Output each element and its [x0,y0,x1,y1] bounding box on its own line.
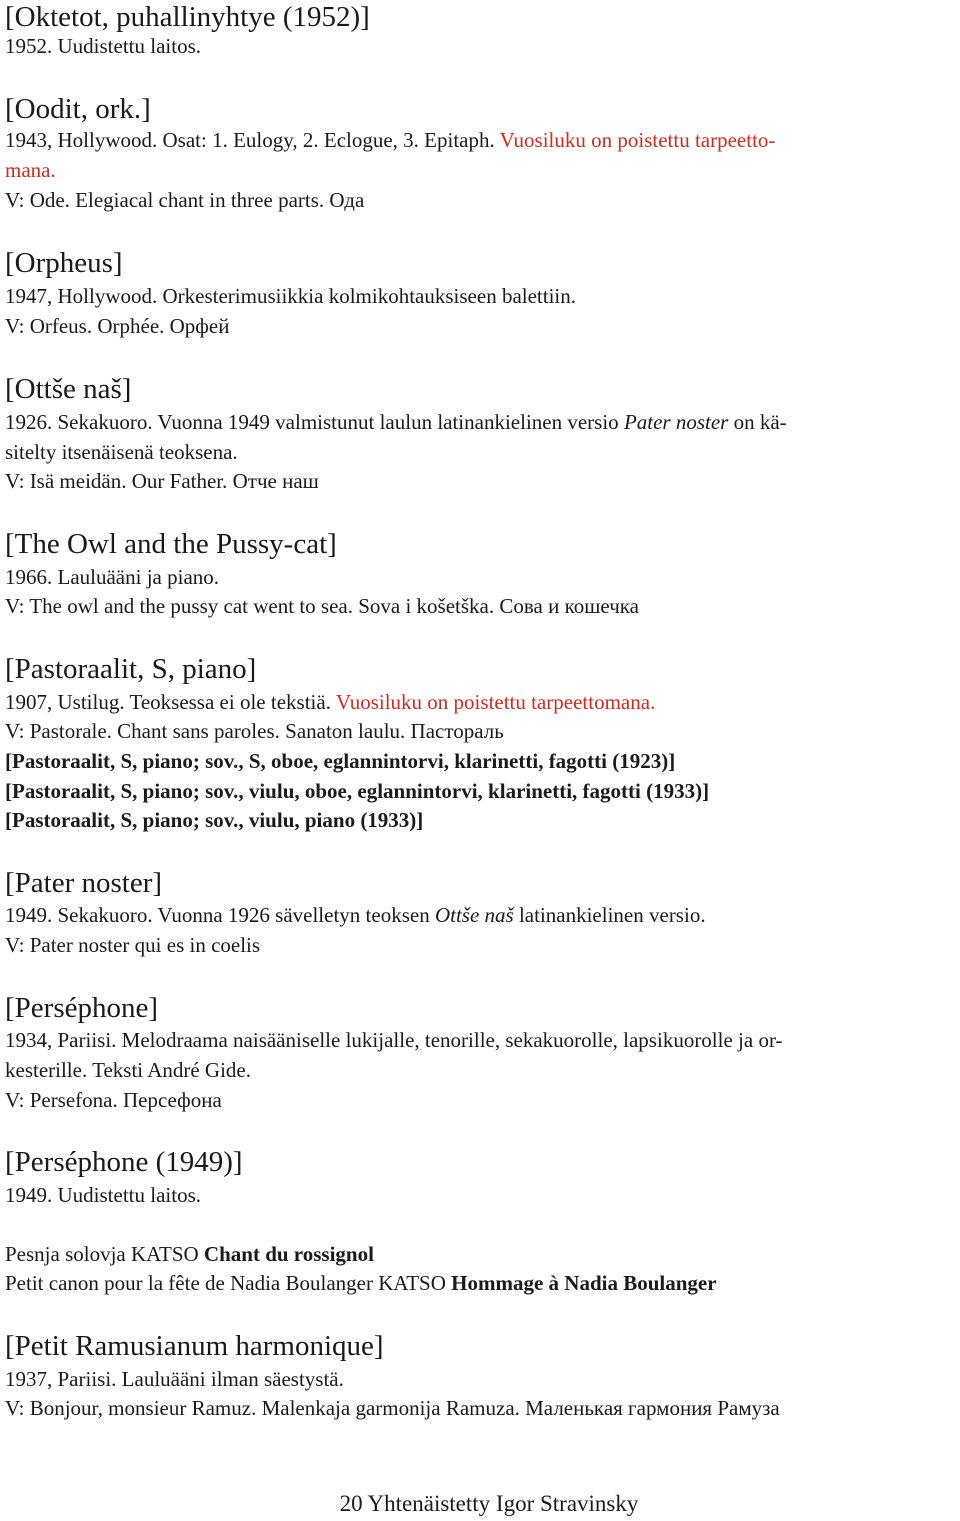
entry-title: [Petit Ramusianum harmonique] [5,1330,384,1362]
variant-titles: V: Ode. Elegiacal chant in three parts. Ода [5,188,365,212]
page-footer: 20 Yhtenäistetty Igor Stravinsky [339,1491,639,1516]
entry-text: 1947, Hollywood. Orkesterimusiikkia kolmikohtauksiseen balettiin. [5,284,577,308]
arrangement-title: [Pastoraalit, S, piano; sov., viulu, oboe, eglannintorvi, klarinetti, fagotti (1933)] [5,779,710,803]
variant-titles: V: Persefona. Персефона [5,1088,222,1112]
editorial-note: Vuosiluku on poistettu tarpeetto- [499,128,776,152]
entry-text [5,409,787,435]
entry-title: [Oodit, ork.] [5,93,151,125]
editorial-note: Vuosiluku on poistettu tarpeettomana. [335,690,656,714]
entry-text: 1934, Pariisi. Melodraama naisääniselle lukijalle, tenorille, sekakuorolle, lapsikuorolle ja or- [5,1028,783,1052]
variant-titles: V: Pater noster qui es in coelis [5,933,261,957]
entry-text: sitelty itsenäisenä teoksena. [5,440,238,464]
entry-text: 1937, Pariisi. Lauluääni ilman säestystä. [5,1367,344,1391]
entry-title: [Oktetot, puhallinyhtye (1952)] [5,1,370,33]
arrangement-title: [Pastoraalit, S, piano; sov., viulu, piano (1933)] [5,808,424,832]
entry-text: kesterille. Teksti André Gide. [5,1058,252,1082]
entry-title: [Perséphone (1949)] [5,1146,243,1178]
entry-title: [Ottše naš] [5,373,132,405]
cross-reference [5,1241,374,1267]
entry-text: 1952. Uudistettu laitos. [5,34,201,58]
entry-text [5,902,706,928]
reference-target: Hommage à Nadia Boulanger [451,1271,717,1295]
entry-text-part: 1943, Hollywood. Osat: 1. Eulogy, 2. Eclogue, 3. Epitaph. [5,128,500,152]
entry-title: [Orpheus] [5,247,123,279]
entry-title: [Pater noster] [5,867,163,899]
work-title-italic: Pater noster [623,410,729,434]
entry-text-part: on kä- [728,410,787,434]
variant-titles: V: Pastorale. Chant sans paroles. Sanaton laulu. Пастораль [5,719,504,743]
work-title-italic: Ottše naš [434,903,514,927]
reference-source: Pesnja solovja KATSO [5,1242,204,1266]
entry-title: [Pastoraalit, S, piano] [5,653,257,685]
cross-reference [5,1270,717,1296]
entry-text: 1966. Lauluääni ja piano. [5,565,220,589]
entry-title: [The Owl and the Pussy-cat] [5,528,337,560]
variant-titles: V: Isä meidän. Our Father. Отче наш [5,469,319,493]
reference-target: Chant du rossignol [203,1242,374,1266]
variant-titles: V: Orfeus. Orphée. Орфей [5,314,230,338]
reference-source: Petit canon pour la fête de Nadia Boulanger KATSO [5,1271,452,1295]
entry-text [5,127,775,153]
entry-text [5,689,655,715]
entry-text-part: 1926. Sekakuoro. Vuonna 1949 valmistunut laulun latinankielinen versio [5,410,624,434]
entry-text-part: latinankielinen versio. [513,903,706,927]
editorial-note: mana. [5,158,56,182]
entry-text-part: 1949. Sekakuoro. Vuonna 1926 sävelletyn teoksen [5,903,435,927]
variant-titles: V: The owl and the pussy cat went to sea. Sova i košetška. Сова и кошечка [5,594,639,618]
arrangement-title: [Pastoraalit, S, piano; sov., S, oboe, eglannintorvi, klarinetti, fagotti (1923)] [5,749,676,773]
variant-titles: V: Bonjour, monsieur Ramuz. Malenkaja garmonija Ramuza. Маленькая гармония Рамуза [5,1396,780,1420]
entry-title: [Perséphone] [5,992,159,1024]
entry-text-part: 1907, Ustilug. Teoksessa ei ole tekstiä. [5,690,336,714]
entry-text: 1949. Uudistettu laitos. [5,1183,201,1207]
